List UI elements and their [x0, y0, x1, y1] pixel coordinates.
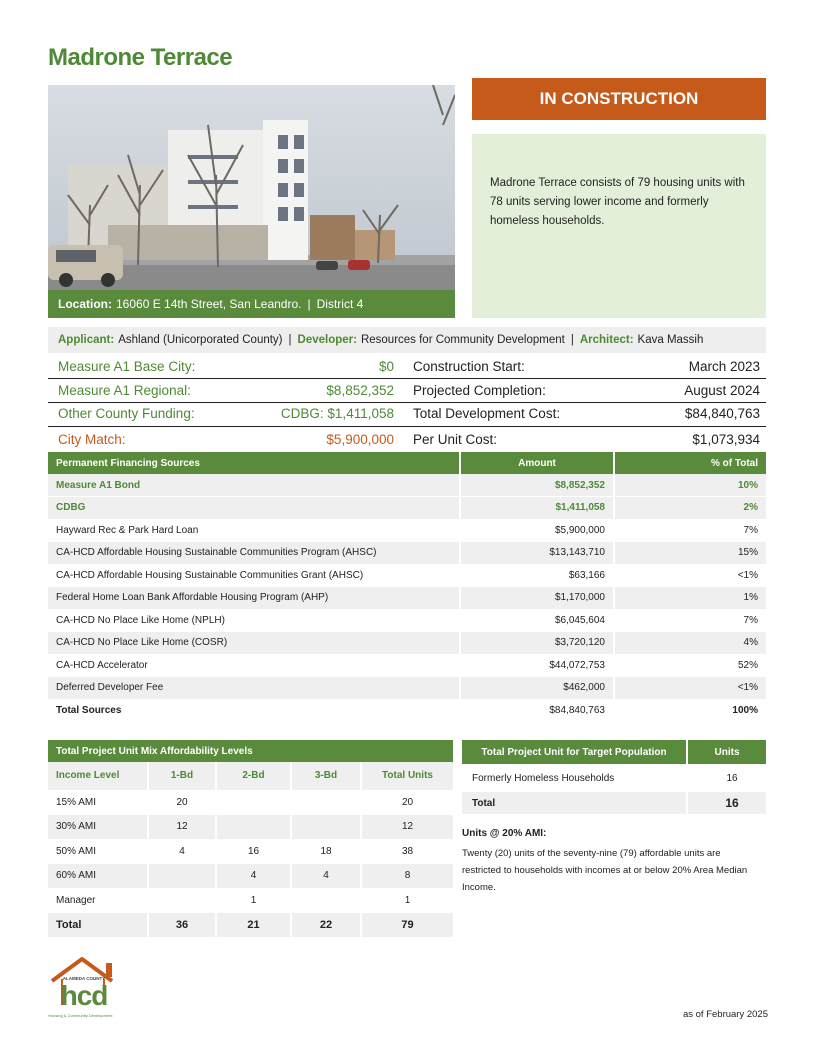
funding-value: CDBG: $1,411,058 [280, 406, 394, 421]
amount-cell: $1,170,000 [460, 587, 614, 610]
pct-cell: 100% [614, 699, 766, 722]
parties-separator: | [288, 334, 292, 346]
milestone-value: March 2023 [688, 359, 760, 374]
ami-note-text: Twenty (20) units of the seventy-nine (79) affordable units are restricted to households with incomes at or below 20% Area Median Income. [462, 848, 748, 893]
target-header-units: Units [687, 740, 766, 764]
cell [291, 790, 361, 815]
pct-cell: <1% [614, 677, 766, 700]
source-cell: CA-HCD Affordable Housing Sustainable Communities Program (AHSC) [48, 542, 460, 565]
header-cell: Total Units [361, 762, 453, 790]
source-cell: CA-HCD Affordable Housing Sustainable Communities Grant (AHSC) [48, 564, 460, 587]
table-row [48, 497, 766, 520]
pct-cell: 1% [614, 587, 766, 610]
header-cell: 2-Bd [216, 762, 291, 790]
cell: 16 [687, 792, 766, 814]
cell [148, 864, 216, 889]
cell: 18 [291, 839, 361, 864]
cell: 22 [291, 913, 361, 938]
logo-sub-text: Housing & Community Development [48, 1013, 113, 1018]
funding-row [48, 402, 766, 425]
cell: 4 [148, 839, 216, 864]
financing-table [48, 452, 766, 722]
amount-cell: $1,411,058 [460, 497, 614, 520]
cell: 79 [361, 913, 453, 938]
funding-row [48, 428, 766, 451]
cell: 12 [361, 815, 453, 840]
cell: 20 [148, 790, 216, 815]
cell: Manager [48, 888, 148, 913]
project-description: Madrone Terrace consists of 79 housing units with 78 units serving lower income and formerly homeless households. [472, 134, 766, 318]
milestone-label: Per Unit Cost: [413, 432, 498, 447]
source-cell: Measure A1 Bond [48, 474, 460, 497]
architect-value: Kava Massih [637, 334, 704, 346]
pct-cell: 7% [614, 609, 766, 632]
funding-label: City Match: [58, 432, 126, 447]
milestone-value: $84,840,763 [684, 406, 760, 421]
funding-label: Measure A1 Regional: [58, 383, 191, 398]
pct-cell: 2% [614, 497, 766, 520]
as-of-date: as of February 2025 [682, 1009, 768, 1020]
amount-cell: $84,840,763 [460, 699, 614, 722]
funding-summary [48, 355, 766, 451]
cell: 16 [687, 764, 766, 792]
table-row [462, 764, 766, 792]
cell: 16 [216, 839, 291, 864]
amount-cell: $44,072,753 [460, 654, 614, 677]
cell: Total [48, 913, 148, 938]
source-cell: Deferred Developer Fee [48, 677, 460, 700]
cell [291, 815, 361, 840]
financing-header-source: Permanent Financing Sources [48, 452, 460, 474]
location-bar [48, 290, 455, 318]
developer-value: Resources for Community Development [360, 334, 565, 346]
pct-cell: 7% [614, 519, 766, 542]
pct-cell: 52% [614, 654, 766, 677]
unit-mix-caption: Total Project Unit Mix Affordability Levels [48, 740, 453, 762]
ami-note-title: Units @ 20% AMI: [462, 828, 547, 839]
cell: 21 [216, 913, 291, 938]
cell [148, 888, 216, 913]
cell [216, 815, 291, 840]
table-row-total [48, 699, 766, 722]
table-row-total [48, 913, 453, 938]
header-cell: Income Level [48, 762, 148, 790]
table-row [48, 632, 766, 655]
table-row [48, 839, 453, 864]
cell [216, 790, 291, 815]
cell: 50% AMI [48, 839, 148, 864]
amount-cell: $8,852,352 [460, 474, 614, 497]
logo-mark: hcd [60, 980, 108, 1011]
cell: 8 [361, 864, 453, 889]
pct-cell: 4% [614, 632, 766, 655]
cell: 4 [216, 864, 291, 889]
milestone-value: $1,073,934 [692, 432, 760, 447]
table-row-total [462, 792, 766, 814]
header-cell: 1-Bd [148, 762, 216, 790]
table-row [48, 677, 766, 700]
cell: 20 [361, 790, 453, 815]
pct-cell: 15% [614, 542, 766, 565]
location-address: 16060 E 14th Street, San Leandro. [116, 297, 302, 311]
table-row [48, 790, 453, 815]
table-row [48, 474, 766, 497]
funding-value: $8,852,352 [326, 383, 394, 398]
funding-value: $5,900,000 [326, 432, 394, 447]
table-row [48, 864, 453, 889]
cell [291, 888, 361, 913]
cell: 1 [216, 888, 291, 913]
table-row [48, 609, 766, 632]
cell: 36 [148, 913, 216, 938]
source-cell: CA-HCD No Place Like Home (COSR) [48, 632, 460, 655]
applicant-value: Ashland (Unicorporated County) [118, 334, 283, 346]
amount-cell: $3,720,120 [460, 632, 614, 655]
amount-cell: $462,000 [460, 677, 614, 700]
table-row [48, 654, 766, 677]
source-cell: Hayward Rec & Park Hard Loan [48, 519, 460, 542]
funding-label: Other County Funding: [58, 406, 195, 421]
target-header-population: Total Project Unit for Target Population [462, 740, 687, 764]
table-row [48, 587, 766, 610]
amount-cell: $63,166 [460, 564, 614, 587]
amount-cell: $13,143,710 [460, 542, 614, 565]
milestone-value: August 2024 [684, 383, 760, 398]
applicant-label: Applicant: [58, 334, 115, 346]
building-photo [48, 85, 455, 290]
table-row [48, 542, 766, 565]
divider [48, 426, 766, 427]
cell: 4 [291, 864, 361, 889]
status-badge: IN CONSTRUCTION [472, 78, 766, 120]
developer-label: Developer: [297, 334, 357, 346]
funding-label: Measure A1 Base City: [58, 359, 196, 374]
amount-cell: $5,900,000 [460, 519, 614, 542]
cell: 15% AMI [48, 790, 148, 815]
logo-top-text: ALAMEDA COUNTY [62, 976, 106, 981]
milestone-label: Projected Completion: [413, 383, 546, 398]
cell: 60% AMI [48, 864, 148, 889]
header-cell: 3-Bd [291, 762, 361, 790]
source-cell: CA-HCD No Place Like Home (NPLH) [48, 609, 460, 632]
target-population-table [462, 740, 766, 814]
cell: 12 [148, 815, 216, 840]
cell: Total [462, 792, 687, 814]
funding-row [48, 379, 766, 402]
source-cell: Total Sources [48, 699, 460, 722]
table-row [48, 564, 766, 587]
location-district: District 4 [316, 297, 364, 311]
pct-cell: 10% [614, 474, 766, 497]
amount-cell: $6,045,604 [460, 609, 614, 632]
page-title: Madrone Terrace [48, 44, 233, 71]
table-row [48, 888, 453, 913]
source-cell: Federal Home Loan Bank Affordable Housing Program (AHP) [48, 587, 460, 610]
unit-mix-header-row [48, 762, 453, 790]
cell: Formerly Homeless Households [462, 764, 687, 792]
financing-header-pct: % of Total [614, 452, 766, 474]
funding-value: $0 [378, 359, 394, 374]
cell: 38 [361, 839, 453, 864]
unit-mix-table [48, 740, 453, 938]
milestone-label: Total Development Cost: [413, 406, 561, 421]
source-cell: CDBG [48, 497, 460, 520]
location-label: Location: [58, 297, 112, 311]
hcd-logo [48, 955, 124, 1021]
location-separator: | [307, 297, 311, 311]
cell: 30% AMI [48, 815, 148, 840]
architect-label: Architect: [579, 334, 634, 346]
financing-header-amount: Amount [460, 452, 614, 474]
table-row [48, 519, 766, 542]
cell: 1 [361, 888, 453, 913]
parties-separator: | [570, 334, 574, 346]
funding-row [48, 355, 766, 378]
source-cell: CA-HCD Accelerator [48, 654, 460, 677]
milestone-label: Construction Start: [413, 359, 525, 374]
table-row [48, 815, 453, 840]
project-parties [48, 327, 766, 353]
pct-cell: <1% [614, 564, 766, 587]
